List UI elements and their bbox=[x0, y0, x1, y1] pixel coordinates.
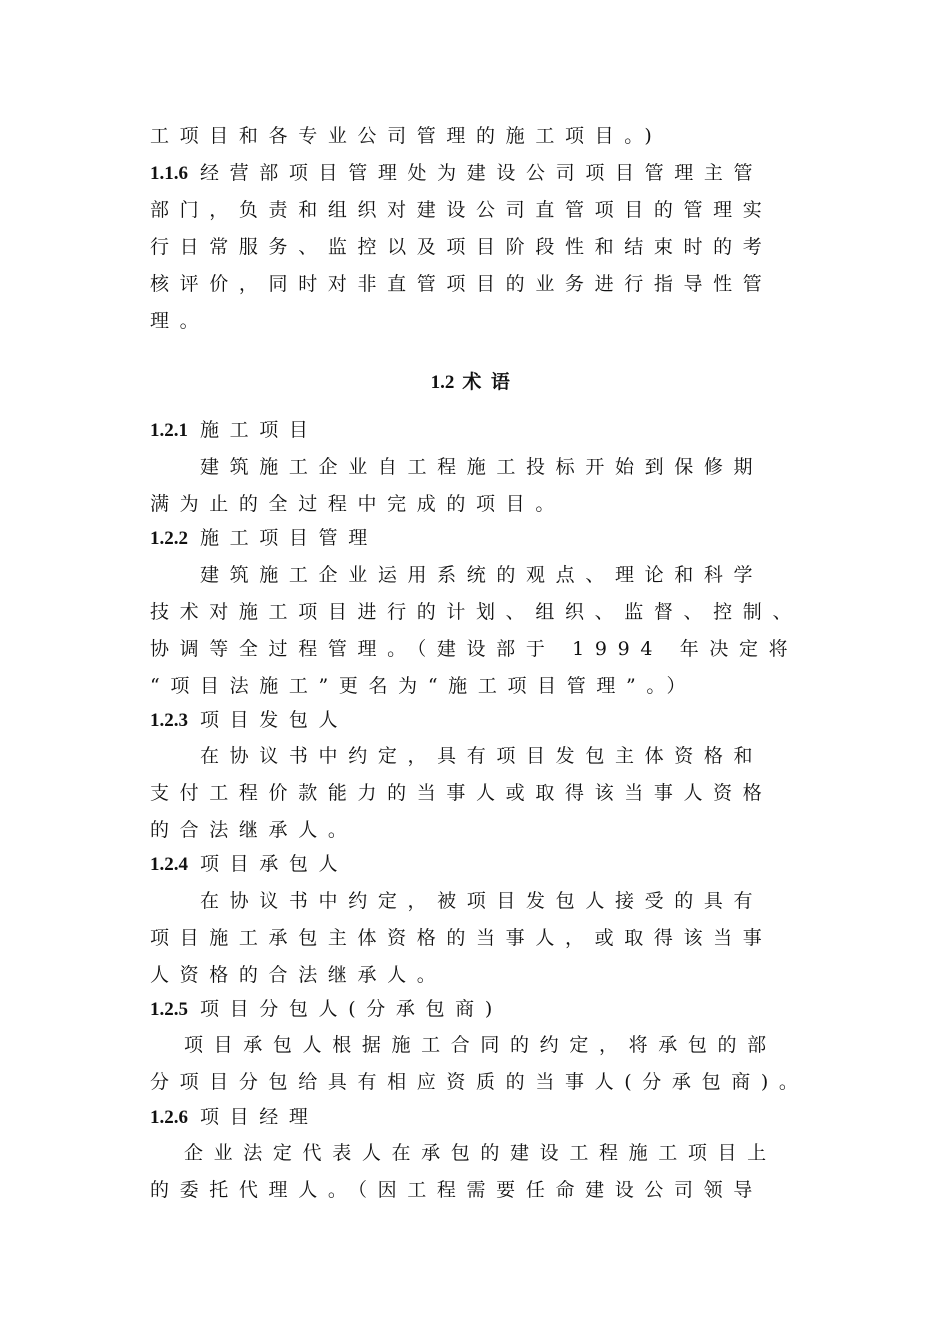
clause-number: 1.2.6 bbox=[150, 1107, 188, 1128]
clause-number: 1.2.4 bbox=[150, 854, 188, 875]
clause-1-1-6: 1.1.6 经营部项目管理处为建设公司项目管理主管 bbox=[150, 162, 764, 184]
text-line: 满为止的全过程中完成的项目。 bbox=[150, 493, 565, 515]
text-line: 在协议书中约定，被项目发包人接受的具有 bbox=[200, 890, 764, 912]
section-title bbox=[0, 367, 950, 398]
text-line: 行日常服务、监控以及项目阶段性和结束时的考 bbox=[150, 236, 773, 258]
text-line: 协调等全过程管理。（建设部于 1994 年决定将 bbox=[150, 638, 799, 660]
text-line: 项目施工承包主体资格的当事人，或取得该当事 bbox=[150, 927, 773, 949]
text-line: 的合法继承人。 bbox=[150, 819, 358, 841]
term-heading-1-2-6: 1.2.6 项目经理 bbox=[150, 1106, 319, 1128]
term-heading-1-2-5: 1.2.5 项目分包人(分承包商) bbox=[150, 998, 503, 1020]
text-line: 支付工程价款能力的当事人或取得该当事人资格 bbox=[150, 782, 773, 804]
text-line: 分项目分包给具有相应资质的当事人(分承包商)。 bbox=[150, 1071, 809, 1093]
section-number: 1.2 bbox=[430, 372, 455, 393]
text-line: 建筑施工企业运用系统的观点、理论和科学 bbox=[200, 564, 764, 586]
clause-number: 1.2.3 bbox=[150, 710, 188, 731]
section-title-text: 术语 bbox=[462, 371, 520, 393]
term-heading-1-2-3: 1.2.3 项目发包人 bbox=[150, 709, 349, 731]
text-line: 企业法定代表人在承包的建设工程施工项目上 bbox=[184, 1142, 777, 1164]
clause-number: 1.1.6 bbox=[150, 163, 188, 184]
text-line: 核评价，同时对非直管项目的业务进行指导性管 bbox=[150, 273, 773, 295]
text-line: “项目法施工”更名为“施工项目管理”。） bbox=[150, 675, 697, 697]
term-heading-1-2-1: 1.2.1 施工项目 bbox=[150, 419, 319, 441]
text-line: 项目承包人根据施工合同的约定，将承包的部 bbox=[184, 1034, 777, 1056]
text-line: 理。 bbox=[150, 310, 210, 332]
term-heading-1-2-4: 1.2.4 项目承包人 bbox=[150, 853, 349, 875]
text-line: 建筑施工企业自工程施工投标开始到保修期 bbox=[200, 456, 764, 478]
term-heading-1-2-2: 1.2.2 施工项目管理 bbox=[150, 527, 378, 549]
clause-number: 1.2.5 bbox=[150, 999, 188, 1020]
clause-number: 1.2.1 bbox=[150, 420, 188, 441]
text-line: 在协议书中约定，具有项目发包主体资格和 bbox=[200, 745, 764, 767]
text-line: 人资格的合法继承人。 bbox=[150, 964, 447, 986]
text-line: 的委托代理人。（因工程需要任命建设公司领导 bbox=[150, 1179, 763, 1201]
text-line: 部门，负责和组织对建设公司直管项目的管理实 bbox=[150, 199, 773, 221]
text-line: 技术对施工项目进行的计划、组织、监督、控制、 bbox=[150, 601, 803, 623]
text-line: 工项目和各专业公司管理的施工项目。) bbox=[150, 125, 663, 147]
clause-number: 1.2.2 bbox=[150, 528, 188, 549]
